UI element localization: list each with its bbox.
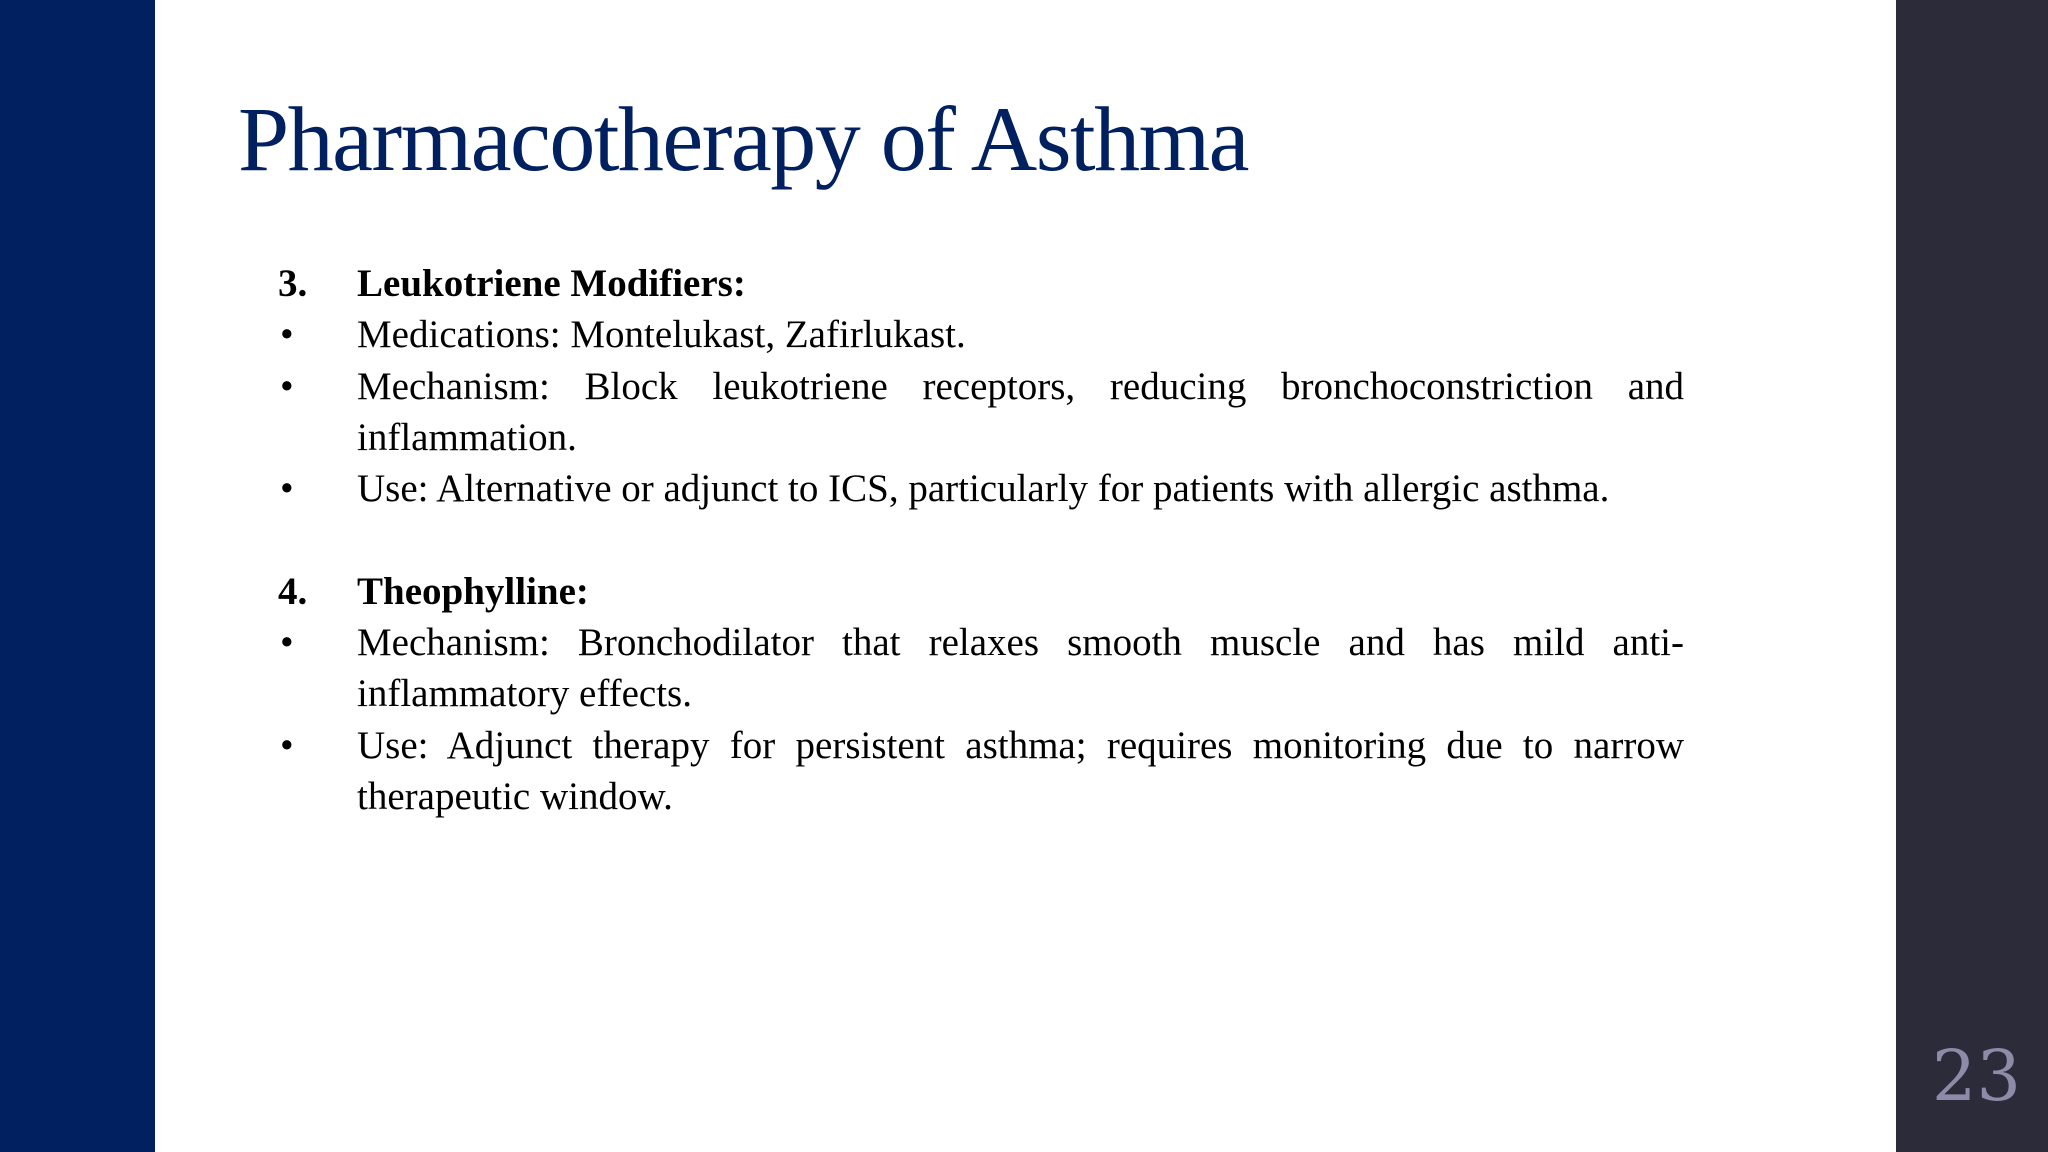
- section-heading-theophylline: [278, 566, 1684, 617]
- list-item-text: Mechanism: Block leukotriene receptors, reducing bronchoconstriction and inflammation.: [357, 364, 1684, 459]
- bullet-icon: •: [280, 621, 294, 665]
- list-item: [278, 361, 1684, 464]
- section-spacer: [278, 514, 1684, 565]
- right-accent-band: [1896, 0, 2048, 1152]
- bullet-icon: •: [280, 364, 294, 408]
- bullet-icon: •: [280, 467, 294, 511]
- section-heading-leukotriene-modifiers: [278, 258, 1684, 309]
- section-heading: Leukotriene Modifiers:: [357, 262, 746, 305]
- section-number: 4.: [278, 569, 308, 613]
- list-item-text: Use: Adjunct therapy for persistent asthma; requires monitoring due to narrow therapeutic window.: [357, 723, 1684, 818]
- bullet-icon: •: [280, 313, 294, 357]
- slide-number: 23: [1931, 1035, 2021, 1117]
- slide-body: [278, 258, 1684, 822]
- list-item-text: Medications: Montelukast, Zafirlukast.: [357, 313, 966, 357]
- left-accent-band: [0, 0, 155, 1152]
- list-item: [278, 720, 1684, 823]
- list-item-text: Use: Alternative or adjunct to ICS, particularly for patients with allergic asthma.: [357, 467, 1610, 511]
- list-item-text: Mechanism: Bronchodilator that relaxes smooth muscle and has mild anti-inflammatory effects.: [357, 621, 1684, 716]
- list-item: [278, 463, 1684, 514]
- list-item: [278, 309, 1684, 360]
- list-item: [278, 617, 1684, 720]
- section-number: 3.: [278, 262, 308, 305]
- slide-title: Pharmacotherapy of Asthma: [238, 88, 1248, 190]
- section-heading: Theophylline:: [357, 569, 589, 613]
- bullet-icon: •: [280, 723, 294, 767]
